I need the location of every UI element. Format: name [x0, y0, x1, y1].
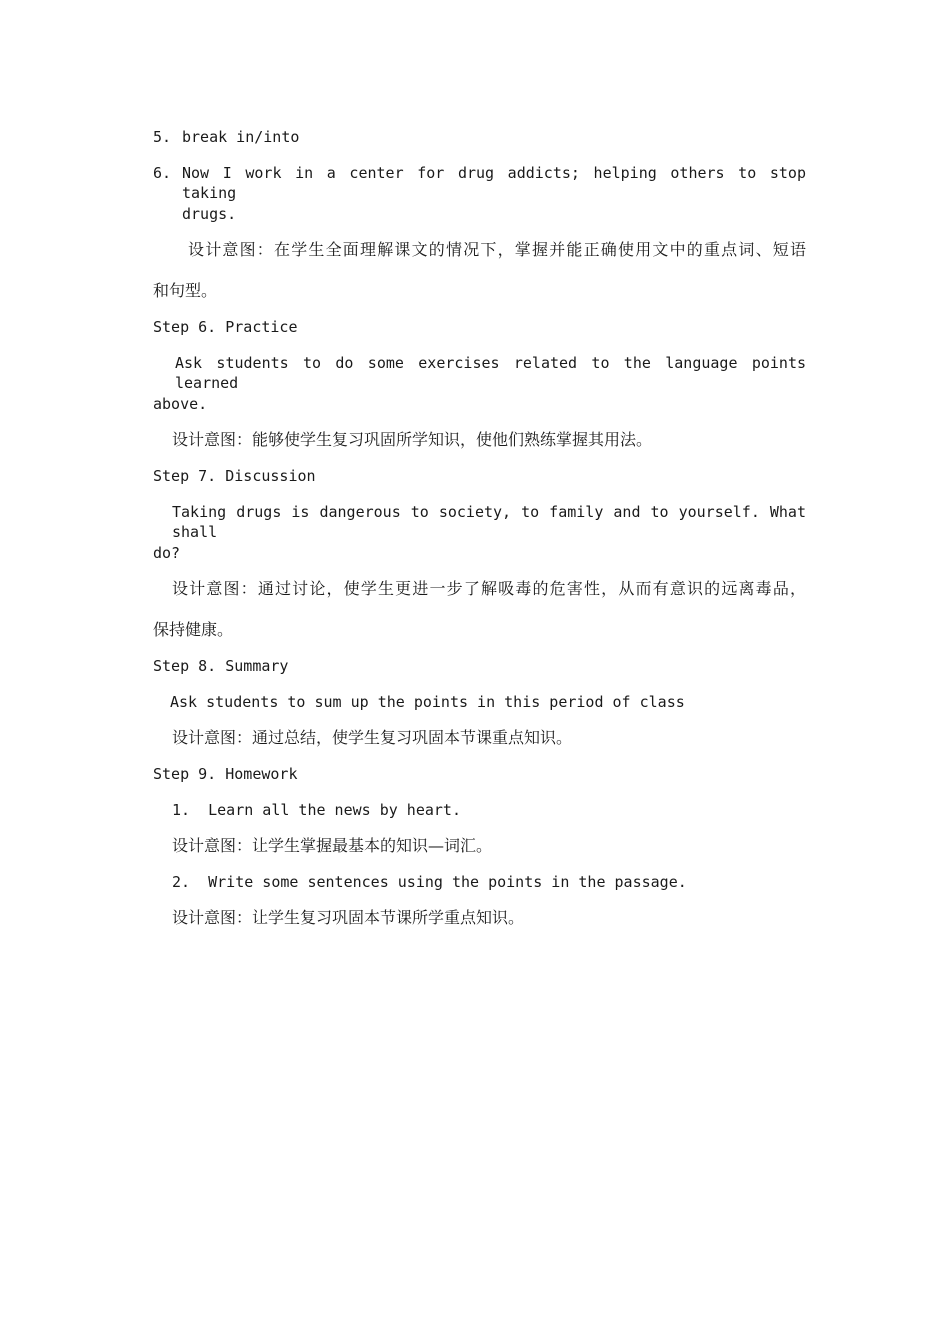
step-7-design-note-line2: 保持健康。: [153, 620, 234, 639]
step-6-design-note: 设计意图：能够使学生复习巩固所学知识，使他们熟练掌握其用法。: [172, 430, 653, 449]
step-6-text-line2: above.: [153, 395, 208, 413]
item-text-5: break in/into: [182, 128, 300, 146]
item-text-6-line2: drugs.: [182, 205, 237, 223]
design-note-1-line1: 设计意图：在学生全面理解课文的情况下，掌握并能正确使用文中的重点词、短语: [188, 240, 806, 259]
step-9-heading: Step 9. Homework: [153, 765, 298, 783]
item-number-6: 6.: [153, 164, 172, 182]
step-7-text-line2: do?: [153, 544, 181, 562]
homework-item-1: 1. Learn all the news by heart.: [172, 801, 461, 819]
design-note-1-line2: 和句型。: [153, 281, 218, 300]
item-text-6-line1: Now I work in a center for drug addicts; helping others to stop taking: [182, 164, 806, 202]
step-7-design-note-line1: 设计意图：通过讨论，使学生更进一步了解吸毒的危害性，从而有意识的远离毒品，: [172, 579, 806, 598]
step-6-text-line1: Ask students to do some exercises related to the language points learned: [175, 354, 806, 392]
homework-item-2: 2. Write some sentences using the points in the passage.: [172, 873, 687, 891]
step-8-design-note: 设计意图：通过总结，使学生复习巩固本节课重点知识。: [172, 728, 573, 747]
step-7-heading: Step 7. Discussion: [153, 467, 316, 485]
homework-item-1-note: 设计意图：让学生掌握最基本的知识—词汇。: [172, 836, 493, 855]
step-8-heading: Step 8. Summary: [153, 657, 289, 675]
step-7-text-line1: Taking drugs is dangerous to society, to family and to yourself. What shall: [172, 503, 806, 541]
step-8-text: Ask students to sum up the points in this period of class: [170, 693, 685, 711]
homework-item-2-note: 设计意图：让学生复习巩固本节课所学重点知识。: [172, 908, 525, 927]
step-6-heading: Step 6. Practice: [153, 318, 298, 336]
item-number-5: 5.: [153, 128, 172, 146]
